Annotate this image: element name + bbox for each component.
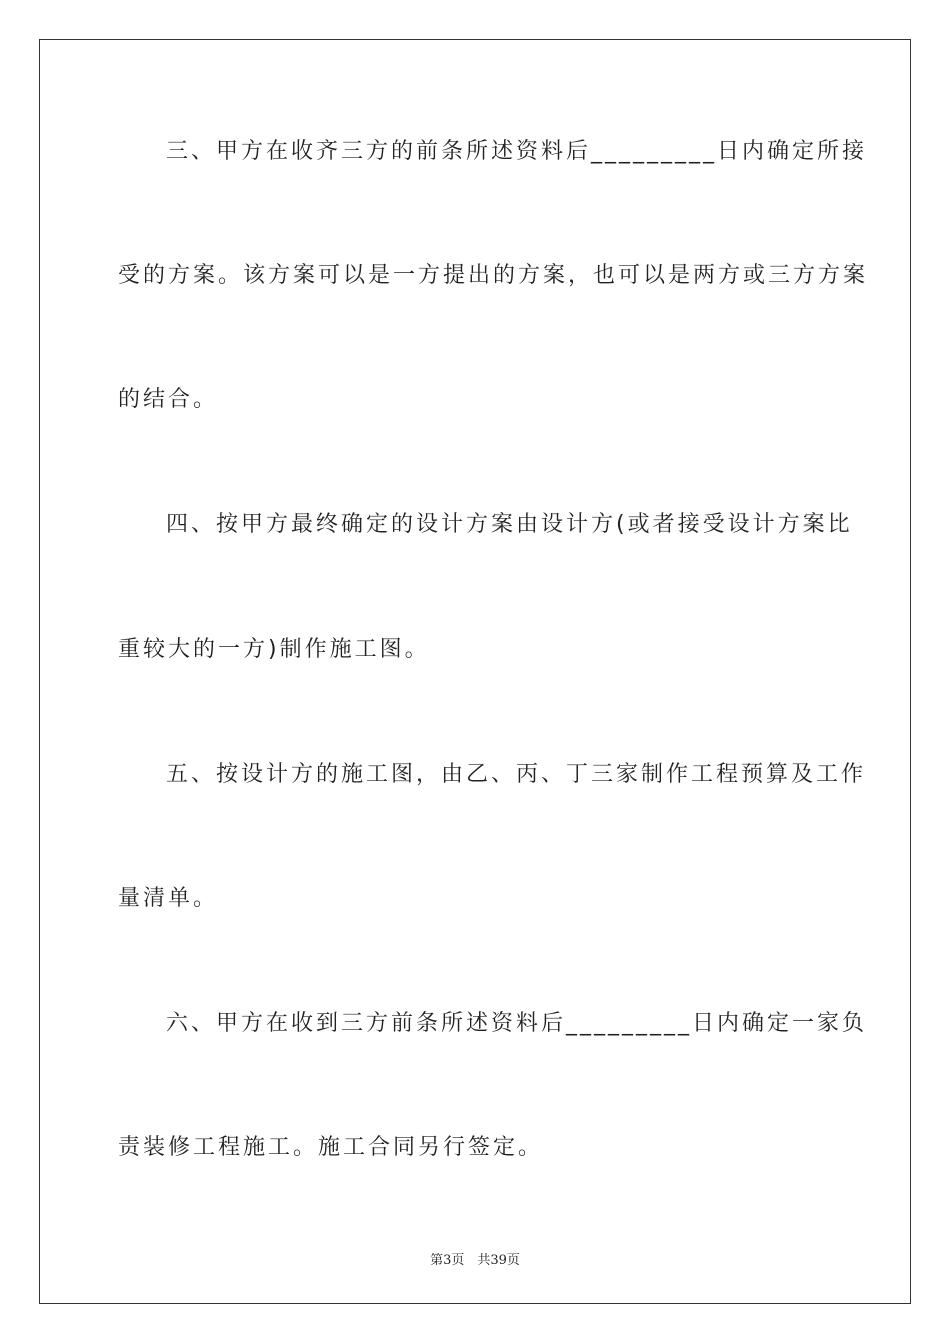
paragraph-6-line-1: 六、甲方在收到三方前条所述资料后_________日内确定一家负 <box>166 1011 868 1036</box>
paragraph-4-line-1: 四、按甲方最终确定的设计方案由设计方(或者接受设计方案比 <box>166 512 853 537</box>
page-number-footer: 第3页 共39页 <box>430 1253 520 1268</box>
paragraph-3-line-3: 的结合。 <box>118 387 219 412</box>
paragraph-6-line-2: 责装修工程施工。施工合同另行签定。 <box>118 1135 544 1160</box>
paragraph-5-line-2: 量清单。 <box>118 886 219 911</box>
paragraph-3-line-2: 受的方案。该方案可以是一方提出的方案，也可以是两方或三方方案 <box>118 263 869 288</box>
paragraph-5-line-1: 五、按设计方的施工图，由乙、丙、丁三家制作工程预算及工作 <box>166 762 867 787</box>
paragraph-4-line-2: 重较大的一方)制作施工图。 <box>118 637 430 662</box>
page-border <box>39 39 911 1304</box>
paragraph-3-line-1: 三、甲方在收齐三方的前条所述资料后_________日内确定所接 <box>166 139 868 164</box>
